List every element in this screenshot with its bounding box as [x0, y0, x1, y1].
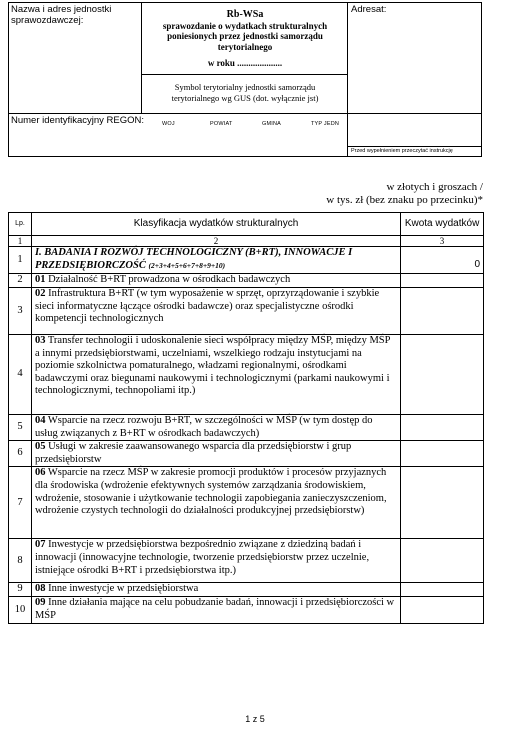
table-row: [9, 467, 484, 539]
row-classification: [31, 415, 400, 441]
form-code: Rb-WSa: [226, 9, 264, 20]
amount-value[interactable]: [401, 583, 484, 597]
form-title-line: terytorialnego: [217, 41, 273, 52]
row-classification: [31, 596, 400, 623]
symbol-col-typ-jedn: TYP JEDN: [311, 121, 340, 127]
row-classification: [31, 274, 400, 288]
category-code: 04: [34, 415, 46, 426]
category-text: Wsparcie na rzecz MŚP w zakresie promocji produktów i procesów przyjaznych dla środowiska (wdrożenie efektywnych systemów zarządzania środowiskiem, wdrożenie, stosowanie i użytkowanie technologii zapobiegania zanieczyszczeniom, wdrożenie czystych technologii do działalności produkcyjnej przedsiębiorstw): [34, 467, 387, 517]
category-text: Infrastruktura B+RT (w tym wyposażenie w sprzęt, oprzyrządowanie i szybkie sieci informatyczne łączące ośrodki badawcze) oraz specjalistyczne ośrodki kompetencji technologicznych: [34, 288, 380, 325]
col-header-classification: Klasyfikacja wydatków strukturalnych: [31, 213, 400, 236]
col-header-amount: Kwota wydatków: [401, 213, 484, 236]
category-text: Usługi w zakresie zaawansowanego wsparcia dla przedsiębiorstw i grup przedsiębiorstw: [34, 441, 352, 465]
row-lp: 1: [9, 247, 32, 274]
row-classification: [31, 467, 400, 539]
section-title: I. BADANIA I ROZWÓJ TECHNOLOGICZNY (B+RT), INNOWACJE I PRZEDSIĘBIORCZOŚĆ: [34, 247, 353, 271]
form-title-line: poniesionych przez jednostki samorządu: [167, 31, 323, 41]
row-lp: 2: [9, 274, 32, 288]
row-classification: [31, 441, 400, 467]
row-lp: 9: [9, 583, 32, 597]
form-title-line: sprawozdanie o wydatkach strukturalnych: [162, 20, 328, 31]
name-address-label: Nazwa i adres jednostki sprawozdawczej:: [11, 4, 112, 26]
table-row: [9, 335, 484, 415]
col-header-lp: Lp.: [9, 213, 32, 236]
table-row: [9, 441, 484, 467]
category-code: 03: [34, 335, 46, 346]
row-lp: 7: [9, 467, 32, 539]
row-classification: [31, 539, 400, 583]
category-code: 09: [34, 596, 46, 608]
col-number: 2: [31, 236, 400, 247]
row-lp: 4: [9, 335, 32, 415]
category-code: 07: [34, 539, 46, 551]
symbol-label-line: Symbol terytorialny jednostki samorządu: [174, 82, 316, 92]
category-text: Inne działania mające na celu pobudzanie badań, innowacji i przedsiębiorczości w MŚP: [34, 596, 395, 621]
row-classification: [31, 288, 400, 335]
section-formula: (2+3+4+5+6+7+8+9+10): [148, 260, 226, 270]
row-lp: 8: [9, 539, 32, 583]
row-lp: 6: [9, 441, 32, 467]
adresat-label: Adresat:: [351, 4, 387, 15]
col-number: 1: [9, 236, 32, 247]
amount-value[interactable]: [401, 467, 484, 539]
form-title-block: [142, 10, 348, 69]
row-classification: [31, 583, 400, 597]
amount-value[interactable]: [401, 415, 484, 441]
symbol-code-cell: [142, 113, 348, 157]
table-row: [9, 539, 484, 583]
amount-value[interactable]: [401, 539, 484, 583]
amount-value[interactable]: 0: [401, 247, 484, 274]
amount-value[interactable]: [401, 335, 484, 415]
row-lp: 10: [9, 596, 32, 623]
row-lp: 3: [9, 288, 32, 335]
symbol-col-powiat: POWIAT: [210, 121, 233, 127]
category-text: Inwestycje w przedsiębiorstwa bezpośrednio związane z dziedziną badań i innowacji (innowacyjne technologie, tworzenie przedsiębiorstw przez uczelnie, istniejące ośrodki B+RT i przedsiębiorstwa itp.): [34, 539, 370, 576]
category-code: 01: [34, 274, 46, 285]
reporting-year-line: w roku ....................: [207, 58, 283, 68]
category-code: 08: [34, 583, 46, 595]
amount-value[interactable]: [401, 596, 484, 623]
symbol-label-line: terytorialnego wg GUS (dot. wyłącznie jst): [171, 93, 319, 103]
row-classification: [31, 335, 400, 415]
units-line: w tys. zł (bez znaku po przecinku)*: [326, 194, 483, 206]
table-row: [9, 274, 484, 288]
table-row: [9, 247, 484, 274]
amount-value[interactable]: [401, 288, 484, 335]
divider: [142, 74, 348, 75]
row-classification: [31, 247, 400, 274]
symbol-col-gmina: GMINA: [262, 121, 282, 127]
amount-value[interactable]: [401, 441, 484, 467]
amount-value[interactable]: [401, 274, 484, 288]
territorial-symbol-label: [142, 82, 348, 104]
category-code: 02: [34, 288, 46, 299]
table-row: [9, 583, 484, 597]
units-line: w złotych i groszach /: [386, 181, 483, 193]
instruction-note: Przed wypełnieniem przeczytać instrukcję: [351, 148, 453, 154]
category-text: Transfer technologii i udoskonalenie sieci współpracy między MŚP, między MŚP a innymi przedsiębiorstwami, uczelniami, wszelkiego rodzaju instytucjami na poziomie szkolnictwa pomaturalnego, władzami regionalnymi, ośrodkami badawczymi oraz biegunami naukowymi i technologicznymi (parkami naukowymi i technologicznymi, technopoliami itp.): [34, 335, 391, 397]
structural-expenditure-table: [8, 212, 484, 624]
category-code: 06: [34, 467, 46, 479]
category-text: Wsparcie na rzecz rozwoju B+RT, w szczególności w MŚP (w tym dostęp do usług związanych z B+RT w ośrodkach badawczych): [34, 415, 373, 439]
row-lp: 5: [9, 415, 32, 441]
column-number-row: [9, 236, 484, 247]
col-number: 3: [401, 236, 484, 247]
page-number: 1 z 5: [245, 714, 265, 724]
table-row: [9, 415, 484, 441]
table-row: [9, 288, 484, 335]
category-code: 05: [34, 441, 46, 453]
regon-label: Numer identyfikacyjny REGON:: [11, 115, 145, 126]
symbol-col-woj: WOJ: [162, 121, 175, 127]
table-header-row: [9, 213, 484, 236]
category-text: Działalność B+RT prowadzona w ośrodkach badawczych: [48, 274, 291, 285]
divider: [348, 146, 482, 147]
category-text: Inne inwestycje w przedsiębiorstwa: [48, 583, 199, 595]
table-row: [9, 596, 484, 623]
